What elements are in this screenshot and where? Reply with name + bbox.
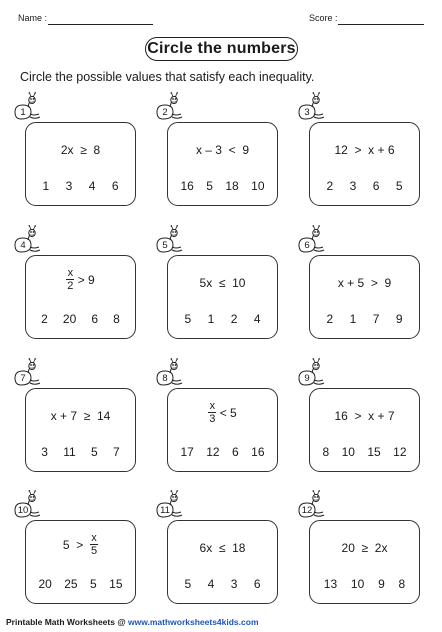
inequality: 16 > x + 7: [334, 409, 395, 423]
problem-worm: [155, 92, 185, 122]
answer-options: [26, 577, 135, 591]
problem-number: 5: [162, 239, 168, 251]
answer-option[interactable]: 17: [180, 445, 194, 459]
answer-option[interactable]: 6: [232, 445, 239, 459]
answer-option[interactable]: 7: [372, 312, 380, 326]
score-line[interactable]: [338, 24, 424, 25]
problem-number: 11: [160, 504, 170, 516]
answer-option[interactable]: 8: [322, 445, 330, 459]
problem-number: 9: [304, 372, 310, 384]
problem-card: [167, 122, 278, 206]
problem-worm: [297, 358, 327, 388]
answer-option[interactable]: 5: [206, 179, 213, 193]
problem-number: 10: [17, 504, 29, 516]
answer-option[interactable]: 20: [62, 312, 77, 326]
answer-option[interactable]: 10: [251, 179, 265, 193]
answer-option[interactable]: 4: [253, 312, 261, 326]
inequality: 5x ≤ 10: [199, 276, 246, 290]
fraction-numerator: x: [209, 400, 216, 412]
answer-option[interactable]: 1: [349, 312, 357, 326]
name-line[interactable]: [48, 24, 153, 25]
answer-option[interactable]: 3: [65, 179, 73, 193]
problem-number: 6: [304, 239, 310, 251]
answer-option[interactable]: 9: [395, 312, 403, 326]
answer-options: [168, 445, 277, 459]
answer-option[interactable]: 16: [180, 179, 194, 193]
answer-option[interactable]: 2: [230, 312, 238, 326]
problem-card: [309, 388, 420, 472]
inequality: x + 5 > 9: [337, 276, 392, 290]
problem-number: 3: [304, 106, 310, 118]
problem-number: 2: [162, 106, 168, 118]
answer-option[interactable]: 5: [184, 577, 192, 591]
problem-worm: [155, 225, 185, 255]
answer-options: [310, 312, 419, 326]
footer: [6, 617, 259, 627]
answer-option[interactable]: 5: [184, 312, 192, 326]
problem-worm: [297, 490, 327, 520]
answer-option[interactable]: 6: [111, 179, 119, 193]
fraction: [90, 532, 98, 557]
problem-worm: [297, 225, 327, 255]
problem-number: 7: [20, 372, 26, 384]
answer-option[interactable]: 13: [323, 577, 338, 591]
problem-card: [25, 388, 136, 472]
answer-option[interactable]: 15: [367, 445, 381, 459]
inequality: 20 ≥ 2x: [341, 541, 388, 555]
problem-card: [25, 520, 136, 604]
inequality: 12 > x + 6: [334, 143, 395, 157]
inequality: [26, 267, 135, 292]
answer-option[interactable]: 7: [112, 445, 120, 459]
answer-option[interactable]: 25: [64, 577, 78, 591]
footer-prefix: Printable Math Worksheets @: [6, 617, 128, 627]
answer-option[interactable]: 8: [113, 312, 120, 326]
inequality: x – 3 < 9: [195, 143, 250, 157]
answer-option[interactable]: 1: [42, 179, 50, 193]
footer-url[interactable]: www.mathworksheets4kids.com: [127, 617, 259, 627]
inequality-rest: 5 >: [62, 537, 90, 552]
fraction: [208, 400, 216, 425]
answer-option[interactable]: 5: [91, 445, 98, 459]
answer-option[interactable]: 2: [326, 312, 334, 326]
answer-option[interactable]: 10: [350, 577, 365, 591]
problem-card: [309, 122, 420, 206]
answer-option[interactable]: 5: [90, 577, 97, 591]
score-label: Score :: [309, 13, 338, 23]
inequality: 2x ≥ 8: [60, 143, 101, 157]
answer-options: [26, 445, 135, 459]
problem-number: 1: [20, 106, 26, 118]
answer-option[interactable]: 3: [349, 179, 357, 193]
fraction-numerator: x: [67, 267, 74, 279]
problem-card: [167, 255, 278, 339]
problem-card: [25, 255, 136, 339]
answer-option[interactable]: 12: [206, 445, 220, 459]
problem-number: 12: [301, 504, 313, 516]
inequality: [26, 532, 135, 557]
name-label: Name :: [18, 13, 48, 23]
answer-option[interactable]: 6: [372, 179, 380, 193]
answer-option[interactable]: 6: [91, 312, 99, 326]
problem-worm: [155, 358, 185, 388]
answer-options: [310, 577, 419, 591]
answer-option[interactable]: 3: [230, 577, 238, 591]
answer-option[interactable]: 4: [88, 179, 96, 193]
answer-option[interactable]: 2: [326, 179, 334, 193]
problem-worm: [13, 225, 43, 255]
fraction: [66, 267, 74, 292]
answer-options: [310, 445, 419, 459]
inequality: 6x ≤ 18: [199, 541, 246, 555]
answer-option[interactable]: 16: [251, 445, 265, 459]
problem-card: [167, 388, 278, 472]
answer-option[interactable]: 3: [41, 445, 48, 459]
answer-options: [168, 312, 277, 326]
answer-options: [168, 179, 277, 193]
inequality: x + 7 ≥ 14: [50, 409, 111, 423]
problem-worm: [13, 92, 43, 122]
answer-options: [26, 312, 135, 326]
answer-options: [168, 577, 277, 591]
problem-worm: [155, 490, 185, 520]
problem-number: 8: [162, 372, 168, 384]
problem-worm: [13, 358, 43, 388]
answer-option[interactable]: 8: [398, 577, 406, 591]
problem-card: [309, 520, 420, 604]
answer-option[interactable]: 2: [41, 312, 48, 326]
fraction-denominator: 5: [90, 545, 98, 557]
answer-option[interactable]: 4: [207, 577, 215, 591]
answer-option[interactable]: 1: [207, 312, 215, 326]
answer-option[interactable]: 12: [393, 445, 407, 459]
problem-worm: [13, 490, 43, 520]
fraction-denominator: 2: [67, 280, 74, 292]
worksheet-title: Circle the numbers: [145, 37, 298, 61]
inequality-rest: > 9: [74, 272, 95, 287]
fraction-numerator: x: [91, 532, 97, 544]
problem-card: [167, 520, 278, 604]
problem-card: [309, 255, 420, 339]
answer-option[interactable]: 6: [253, 577, 261, 591]
instructions: Circle the possible values that satisfy each inequality.: [20, 70, 315, 84]
problem-card: [25, 122, 136, 206]
problem-number: 4: [20, 239, 26, 251]
answer-option[interactable]: 18: [225, 179, 239, 193]
answer-option[interactable]: 11: [63, 445, 76, 459]
problem-worm: [297, 92, 327, 122]
answer-option[interactable]: 15: [109, 577, 123, 591]
inequality: [168, 400, 277, 425]
answer-option[interactable]: 10: [341, 445, 355, 459]
answer-option[interactable]: 5: [395, 179, 403, 193]
answer-options: [26, 179, 135, 193]
inequality-rest: < 5: [216, 405, 237, 420]
answer-option[interactable]: 20: [38, 577, 52, 591]
answer-option[interactable]: 9: [378, 577, 385, 591]
fraction-denominator: 3: [209, 413, 216, 425]
answer-options: [310, 179, 419, 193]
